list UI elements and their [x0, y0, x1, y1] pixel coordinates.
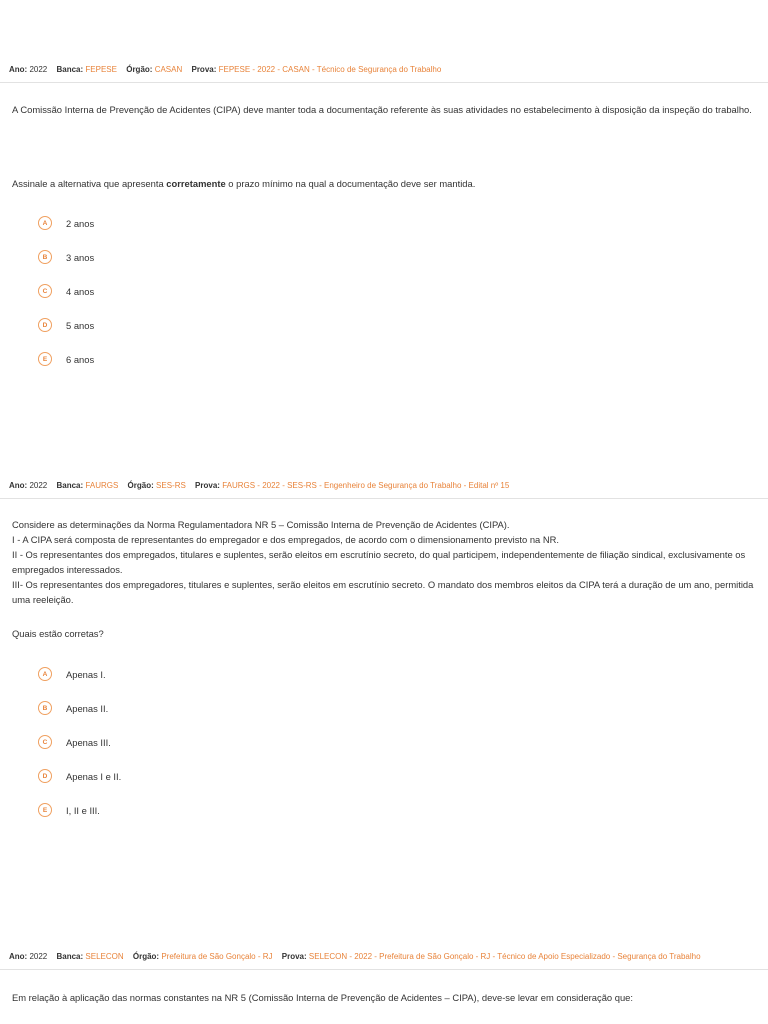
banca-link[interactable]: SELECON: [85, 952, 124, 961]
question-1-prompt: Assinale a alternativa que apresenta corretamente o prazo mínimo na qual a documentação deve ser mantida.: [12, 178, 476, 189]
question-3-meta: [9, 952, 701, 961]
ano-label: Ano:: [9, 65, 28, 74]
option-c-badge[interactable]: C: [38, 284, 52, 298]
question-3-statement: Em relação à aplicação das normas constantes na NR 5 (Comissão Interna de Prevenção de Acidentes – CIPA), deve-se levar em consideração que:: [12, 992, 633, 1003]
ano-value: 2022: [29, 952, 48, 961]
statement-line: Considere as determinações da Norma Regulamentadora NR 5 – Comissão Interna de Prevenção de Acidentes (CIPA).: [12, 519, 510, 530]
question-2-prompt: Quais estão corretas?: [12, 628, 104, 639]
prova-link[interactable]: FAURGS - 2022 - SES-RS - Engenheiro de Segurança do Trabalho - Edital nº 15: [222, 481, 510, 490]
option-b-badge[interactable]: B: [38, 701, 52, 715]
option-e-badge[interactable]: E: [38, 352, 52, 366]
ano-label: Ano:: [9, 481, 28, 490]
option-d-badge[interactable]: D: [38, 318, 52, 332]
question-2-statement: [12, 517, 762, 607]
option-b-badge[interactable]: B: [38, 250, 52, 264]
prova-link[interactable]: SELECON - 2022 - Prefeitura de São Gonçalo - RJ - Técnico de Apoio Especializado - Segurança do Trabalho: [308, 952, 701, 961]
option-a-badge[interactable]: A: [38, 667, 52, 681]
option-e[interactable]: [38, 350, 94, 368]
banca-label: Banca:: [56, 481, 84, 490]
orgao-label: Órgão:: [126, 65, 153, 74]
question-2-meta: [9, 481, 509, 490]
prova-link[interactable]: FEPESE - 2022 - CASAN - Técnico de Segurança do Trabalho: [218, 65, 442, 74]
orgao-label: Órgão:: [127, 481, 154, 490]
option-b[interactable]: [38, 248, 94, 266]
banca-label: Banca:: [56, 952, 84, 961]
banca-link[interactable]: FAURGS: [85, 481, 119, 490]
prova-label: Prova:: [281, 952, 307, 961]
option-b[interactable]: [38, 699, 108, 717]
option-a[interactable]: [38, 665, 106, 683]
orgao-link[interactable]: Prefeitura de São Gonçalo - RJ: [161, 952, 273, 961]
ano-value: 2022: [29, 481, 48, 490]
option-d[interactable]: [38, 767, 121, 785]
option-c-badge[interactable]: C: [38, 735, 52, 749]
option-a[interactable]: [38, 214, 94, 232]
option-e[interactable]: [38, 801, 100, 819]
banca-label: Banca:: [56, 65, 84, 74]
prova-label: Prova:: [191, 65, 217, 74]
option-label: 5 anos: [66, 319, 95, 331]
option-label: 6 anos: [66, 353, 95, 365]
divider: [0, 969, 768, 970]
divider: [0, 498, 768, 499]
option-label: Apenas III.: [66, 736, 111, 748]
statement-line: II - Os representantes dos empregados, titulares e suplentes, serão eleitos em escrutínio secreto, do qual participem, independentemente de filiação sindical, exclusivamente os empregados interessados.: [12, 549, 746, 575]
option-label: Apenas I e II.: [66, 770, 122, 782]
option-label: I, II e III.: [66, 804, 100, 816]
orgao-link[interactable]: SES-RS: [156, 481, 186, 490]
question-1-statement: A Comissão Interna de Prevenção de Acidentes (CIPA) deve manter toda a documentação referente às suas atividades no estabelecimento à disposição da inspeção do trabalho.: [12, 104, 752, 115]
option-d[interactable]: [38, 316, 94, 334]
option-d-badge[interactable]: D: [38, 769, 52, 783]
option-label: 3 anos: [66, 251, 95, 263]
orgao-label: Órgão:: [132, 952, 160, 961]
question-1-meta: [9, 65, 441, 74]
option-label: Apenas I.: [66, 668, 106, 680]
divider: [0, 82, 768, 83]
orgao-link[interactable]: CASAN: [154, 65, 183, 74]
option-a-badge[interactable]: A: [38, 216, 52, 230]
prova-label: Prova:: [195, 481, 220, 490]
option-label: 4 anos: [66, 285, 95, 297]
option-label: Apenas II.: [66, 702, 109, 714]
option-c[interactable]: [38, 282, 94, 300]
option-e-badge[interactable]: E: [38, 803, 52, 817]
ano-value: 2022: [29, 65, 48, 74]
option-label: 2 anos: [66, 217, 95, 229]
statement-line: I - A CIPA será composta de representantes do empregador e dos empregados, de acordo com o dimensionamento previsto na NR.: [12, 534, 560, 545]
option-c[interactable]: [38, 733, 111, 751]
statement-line: III- Os representantes dos empregadores, titulares e suplentes, serão eleitos em escrutínio secreto. O mandato dos membros eleitos da CIPA terá a duração de um ano, permitida uma reeleição.: [12, 579, 754, 605]
banca-link[interactable]: FEPESE: [85, 65, 117, 74]
ano-label: Ano:: [9, 952, 28, 961]
